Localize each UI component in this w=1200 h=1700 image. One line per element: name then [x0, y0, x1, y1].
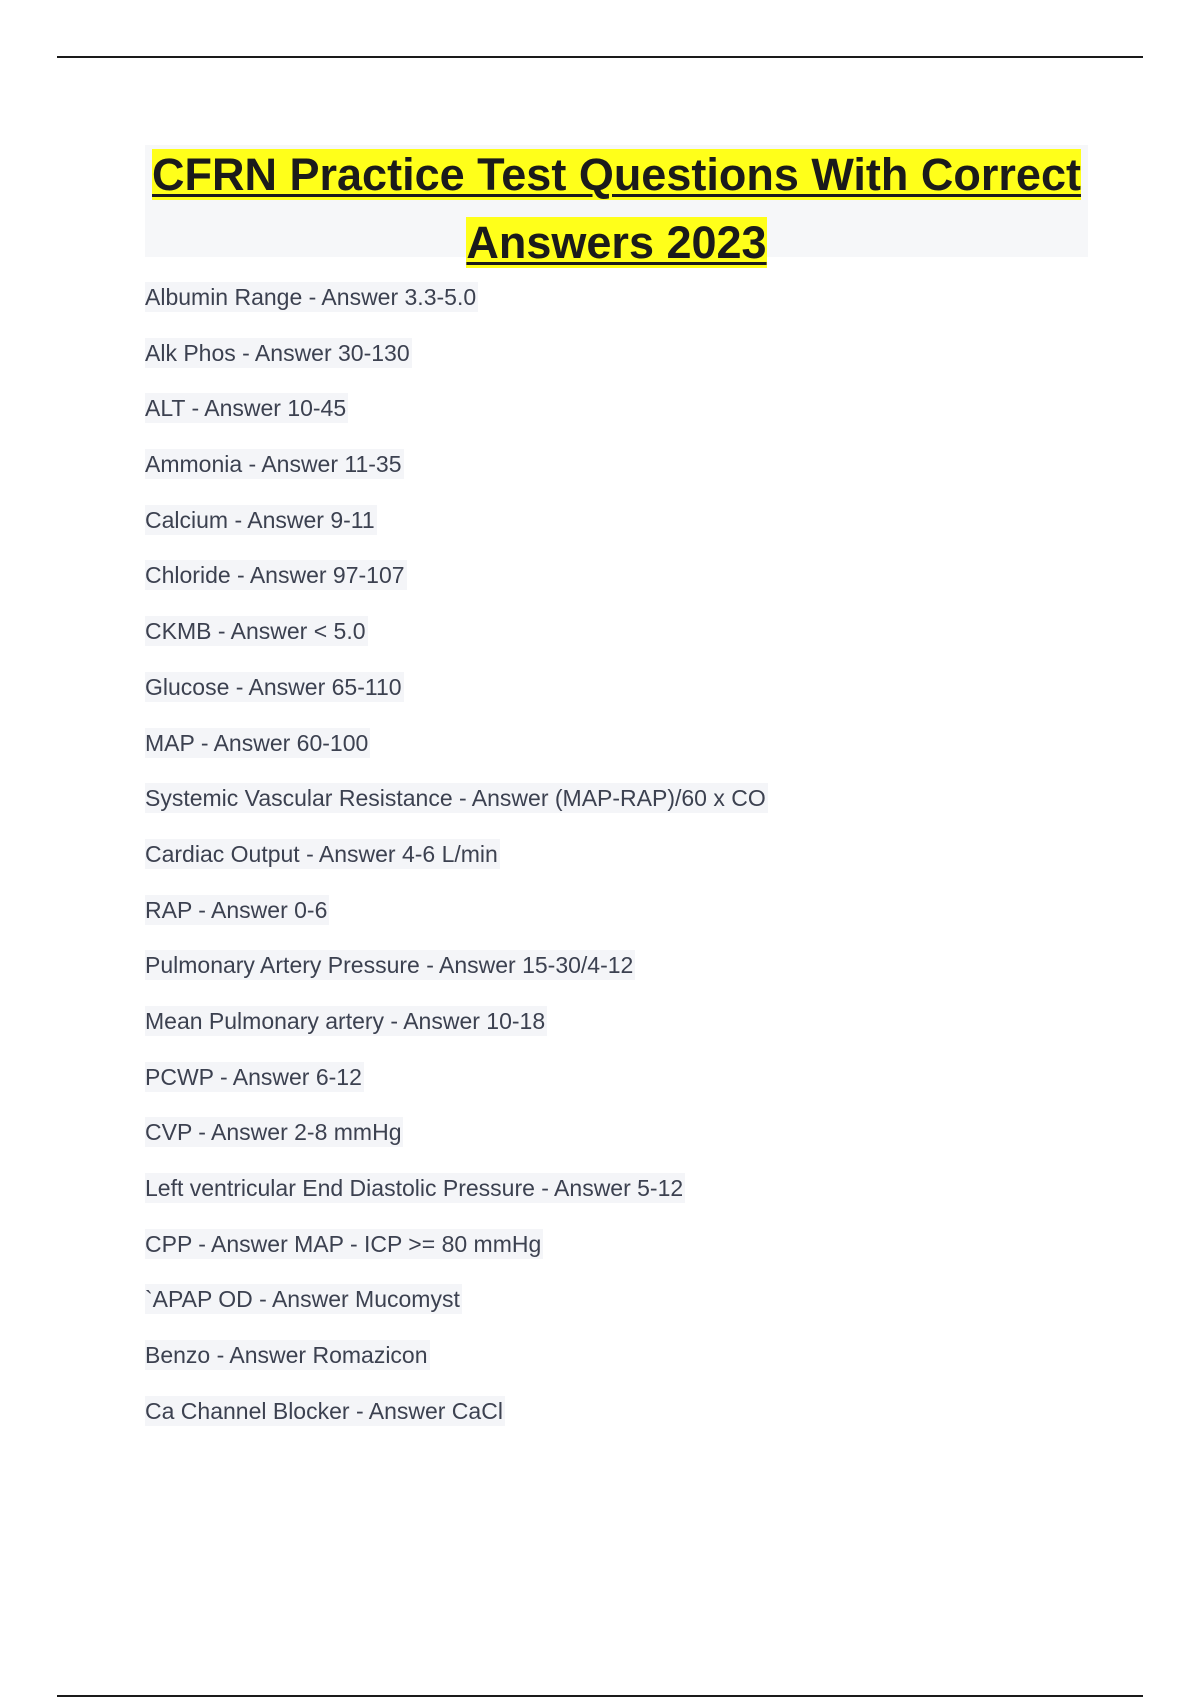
- qa-text: `APAP OD - Answer Mucomyst: [145, 1286, 460, 1313]
- list-item: [145, 895, 768, 951]
- page-title: CFRN Practice Test Questions With Correct Answers 2023: [152, 149, 1081, 268]
- list-item: [145, 672, 768, 728]
- qa-text: ALT - Answer 10-45: [145, 395, 347, 422]
- qa-text: CVP - Answer 2-8 mmHg: [145, 1119, 402, 1146]
- list-item: [145, 1229, 768, 1285]
- list-item: [145, 282, 768, 338]
- list-item: [145, 338, 768, 394]
- list-item: [145, 783, 768, 839]
- qa-text: RAP - Answer 0-6: [145, 896, 328, 923]
- qa-text: Pulmonary Artery Pressure - Answer 15-30/4-12: [145, 952, 634, 979]
- list-item: [145, 505, 768, 561]
- list-item: [145, 839, 768, 895]
- qa-text: PCWP - Answer 6-12: [145, 1063, 362, 1090]
- list-item: [145, 1284, 768, 1340]
- title-block: [145, 145, 1088, 268]
- qa-text: Glucose - Answer 65-110: [145, 673, 402, 700]
- list-item: [145, 616, 768, 672]
- list-item: [145, 449, 768, 505]
- qa-text: MAP - Answer 60-100: [145, 729, 369, 756]
- qa-text: Mean Pulmonary artery - Answer 10-18: [145, 1007, 546, 1034]
- qa-text: Systemic Vascular Resistance - Answer (MAP-RAP)/60 x CO: [145, 785, 766, 812]
- qa-text: Left ventricular End Diastolic Pressure - Answer 5-12: [145, 1175, 684, 1201]
- list-item: [145, 1062, 768, 1118]
- list-item: [145, 728, 768, 784]
- qa-text: CKMB - Answer < 5.0: [145, 618, 366, 645]
- footer-rule: [57, 1695, 1143, 1697]
- qa-text: Benzo - Answer Romazicon: [145, 1342, 428, 1369]
- qa-text: Cardiac Output - Answer 4-6 L/min: [145, 840, 498, 867]
- qa-text: Albumin Range - Answer 3.3-5.0: [145, 284, 477, 310]
- list-item: [145, 560, 768, 616]
- list-item: [145, 1340, 768, 1396]
- qa-text: CPP - Answer MAP - ICP >= 80 mmHg: [145, 1230, 542, 1257]
- header-rule: [57, 56, 1143, 58]
- list-item: [145, 1173, 768, 1229]
- qa-text: Calcium - Answer 9-11: [145, 506, 375, 533]
- list-item: [145, 1396, 768, 1452]
- qa-text: Alk Phos - Answer 30-130: [145, 339, 410, 366]
- list-item: [145, 950, 768, 1006]
- list-item: [145, 1117, 768, 1173]
- qa-text: Ca Channel Blocker - Answer CaCl: [145, 1397, 503, 1424]
- qa-text: Chloride - Answer 97-107: [145, 562, 405, 589]
- qa-text: Ammonia - Answer 11-35: [145, 451, 402, 478]
- list-item: [145, 1006, 768, 1062]
- list-item: [145, 393, 768, 449]
- qa-list: [145, 282, 768, 1451]
